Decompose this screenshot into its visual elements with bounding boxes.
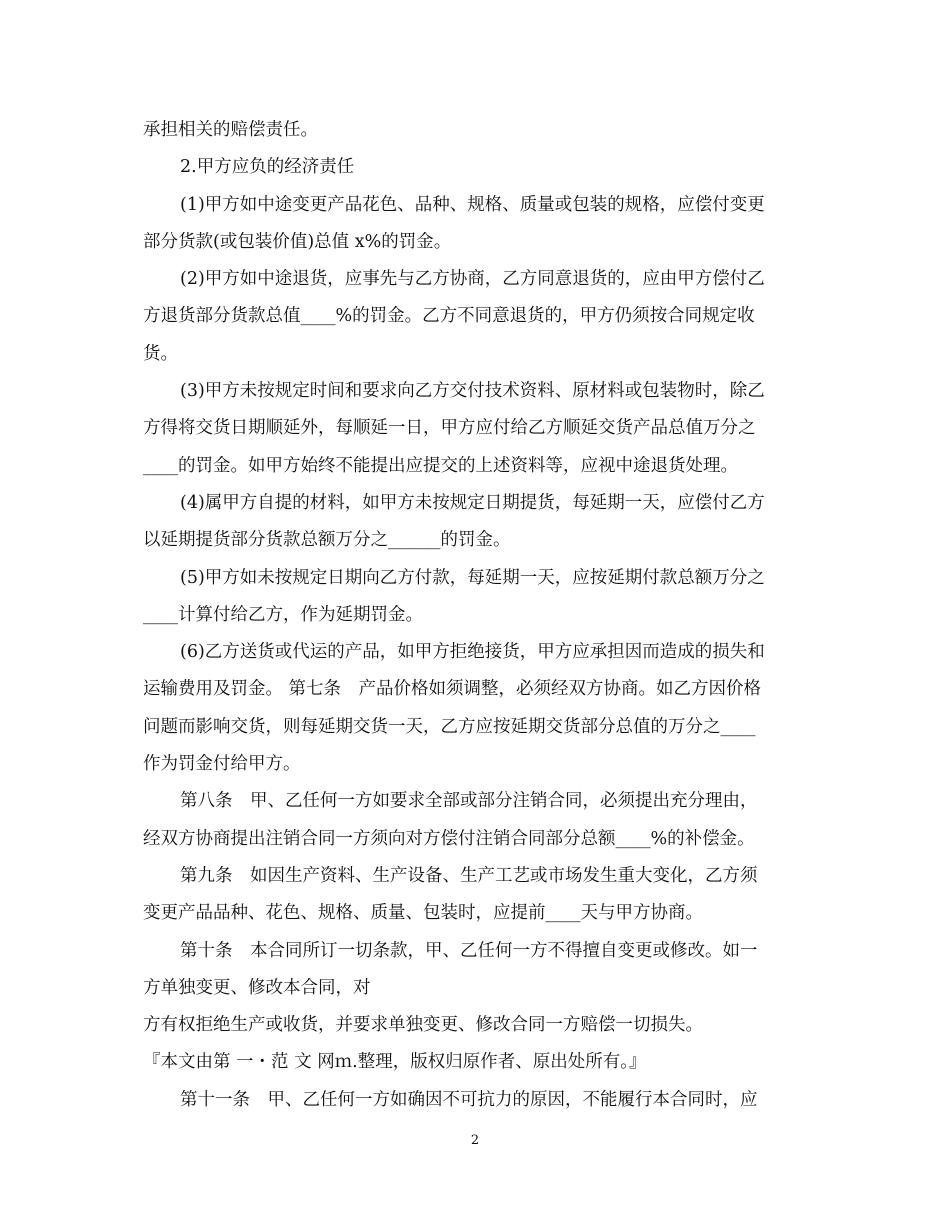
page-number: 2 [470, 1133, 480, 1148]
source-note: 『本文由第 一・范 文 网ｍ.整理，版权归原作者、原出处所有。』 [143, 1052, 647, 1073]
text-line: (1)甲方如中途变更产品花色、品种、规格、质量或包装的规格，应偿付变更 [180, 194, 765, 215]
text-line: 货。 [143, 343, 178, 364]
text-line: ____计算付给乙方，作为延期罚金。 [143, 604, 423, 625]
text-line: 第十条 本合同所订一切条款，甲、乙任何一方不得擅自变更或修改。如一 [180, 940, 758, 961]
text-line: 运输费用及罚金。 第七条 产品价格如须调整，必须经双方协商。如乙方因价格 [143, 679, 762, 700]
text-line: 方得将交货日期顺延外，每顺延一日，甲方应付给乙方顺延交货产品总值万分之 [143, 418, 756, 439]
text-line: ____的罚金。如甲方始终不能提出应提交的上述资料等，应视中途退货处理。 [143, 455, 738, 476]
text-line: 作为罚金付给甲方。 [143, 754, 301, 775]
document-body [143, 112, 810, 1119]
section-heading: 2.甲方应负的经济责任 [180, 157, 355, 178]
text-line: 方单独变更、修改本合同，对 [143, 977, 371, 998]
text-line: 经双方协商提出注销合同一方须向对方偿付注销合同部分总额____%的补偿金。 [143, 828, 755, 849]
text-line: 方退货部分货款总值____%的罚金。乙方不同意退货的，甲方仍须按合同规定收 [143, 306, 755, 327]
text-line: (2)甲方如中途退货，应事先与乙方协商，乙方同意退货的，应由甲方偿付乙 [180, 269, 765, 290]
text-line: 方有权拒绝生产或收货，并要求单独变更、修改合同一方赔偿一切损失。 [143, 1015, 703, 1036]
text-line: 第八条 甲、乙任何一方如要求全部或部分注销合同，必须提出充分理由， [180, 791, 758, 812]
text-line: 变更产品品种、花色、规格、质量、包装时，应提前____天与甲方协商。 [143, 903, 703, 924]
text-line: 承担相关的赔偿责任。 [143, 120, 318, 140]
text-line: 部分货款(或包装价值)总值 x%的罚金。 [143, 231, 452, 252]
text-line: (5)甲方如未按规定日期向乙方付款，每延期一天，应按延期付款总额万分之 [180, 567, 765, 588]
text-line: (6)乙方送货或代运的产品，如甲方拒绝接货，甲方应承担因而造成的损失和 [180, 642, 765, 663]
text-line: (4)属甲方自提的材料，如甲方未按规定日期提货，每延期一天，应偿付乙方 [180, 492, 765, 513]
text-line: 问题而影响交货，则每延期交货一天，乙方应按延期交货部分总值的万分之____ [143, 716, 756, 737]
text-line: (3)甲方未按规定时间和要求向乙方交付技术资料、原材料或包装物时，除乙 [180, 381, 765, 402]
text-line: 第十一条 甲、乙任何一方如确因不可抗力的原因，不能履行本合同时，应 [180, 1089, 758, 1110]
text-line: 第九条 如因生产资料、生产设备、生产工艺或市场发生重大变化，乙方须 [180, 865, 758, 886]
text-line: 以延期提货部分货款总额万分之______的罚金。 [143, 530, 511, 551]
